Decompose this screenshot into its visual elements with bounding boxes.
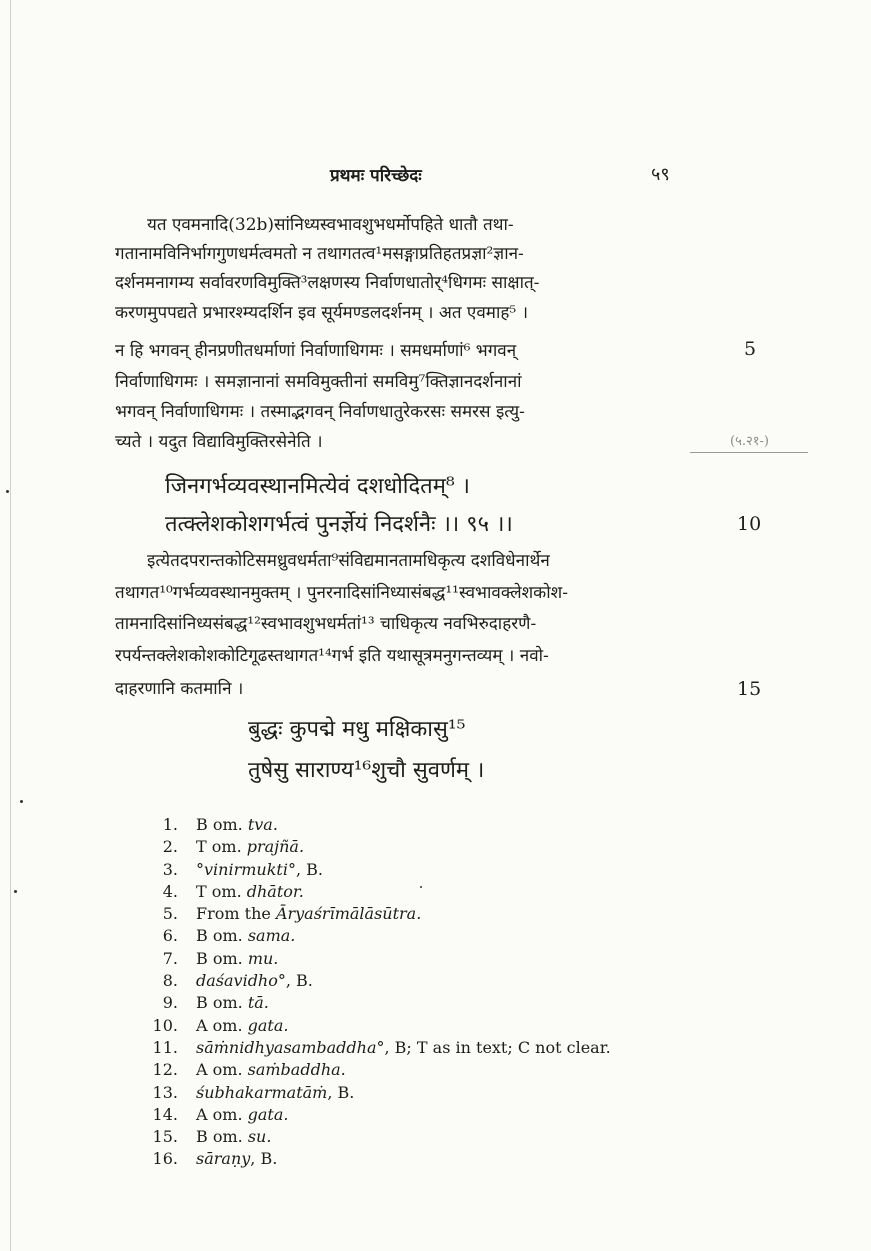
footnote: 7. B om. mu. <box>162 948 279 968</box>
verse-line: तुषेसु साराण्य¹⁶शुचौ सुवर्णम् । <box>248 758 485 783</box>
commentary-line: दाहरणानि कतमानि । <box>115 679 244 699</box>
commentary-line: इत्येतदपरान्तकोटिसमध्रुवधर्मता⁹संविद्यमानतामधिकृत्य दशविधेनार्थेन <box>147 551 550 571</box>
footnote: 6. B om. sama. <box>162 926 296 946</box>
footnote: 9. B om. tā. <box>162 993 269 1013</box>
line-number: 15 <box>737 678 762 700</box>
scan-speck <box>14 890 17 893</box>
footnotes <box>140 815 611 1172</box>
binding-edge <box>10 0 11 1251</box>
body-line: करणमुपपद्यते प्रभारश्म्यदर्शिन इव सूर्यमण्डलदर्शनम् । अत एवमाह⁵ । <box>115 303 529 323</box>
commentary-line: तामनादिसांनिध्यसंबद्ध¹²स्वभावशुभधर्मतां¹³ चाधिकृत्य नवभिरुदाहरणै- <box>115 614 537 634</box>
footnote: 14. A om. gata. <box>152 1104 289 1124</box>
footnote: 5. From the Āryaśrīmālāsūtra. <box>162 904 422 924</box>
scan-speck <box>420 886 422 888</box>
body-line: भगवन् निर्वाणाधिगमः । तस्माद्भगवन् निर्वाणधातुरेकरसः समरस इत्यु- <box>115 402 525 422</box>
margin-annotation: (५.२१-) <box>730 434 769 449</box>
footnote: 13. śubhakarmatāṁ, B. <box>152 1082 355 1102</box>
footnote: 4. T om. dhātor. <box>162 881 304 901</box>
footnote: 16. sāraṇy, B. <box>152 1149 278 1169</box>
body-line: निर्वाणाधिगमः । समज्ञानानां समविमुक्तीनां समविमु⁷क्तिज्ञानदर्शनानां <box>115 372 522 392</box>
footnote: 8. daśavidho°, B. <box>162 971 313 991</box>
commentary-line: रपर्यन्तक्लेशकोशकोटिगूढस्तथागत¹⁴गर्भ इति यथासूत्रमनुगन्तव्यम् । नवो- <box>115 646 549 666</box>
body-line: च्यते । यदुत विद्याविमुक्तिरसेनेति । <box>115 432 323 452</box>
footnote: 3. °vinirmukti°, B. <box>162 859 323 879</box>
footnote: 10. A om. gata. <box>152 1015 289 1035</box>
body-line: न हि भगवन् हीनप्रणीतधर्माणां निर्वाणाधिगमः । समधर्माणां⁶ भगवन् <box>115 341 517 361</box>
page-number: ५९ <box>651 164 670 185</box>
footnote: 11. sāṁnidhyasambaddha°, B; T as in text; C not clear. <box>152 1037 611 1057</box>
line-number: 5 <box>744 338 757 360</box>
verse-line: जिनगर्भव्यवस्थानमित्येवं दशधोदितम्⁸ । <box>165 474 471 499</box>
verse-line: बुद्धः कुपद्मे मधु मक्षिकासु¹⁵ <box>248 717 466 742</box>
footnote: 12. A om. saṁbaddha. <box>152 1060 346 1080</box>
scan-speck <box>20 800 23 803</box>
footnote: 2. T om. prajñā. <box>162 837 305 857</box>
body-line: यत एवमनादि(32b)सांनिध्यस्वभावशुभधर्मोपहिते धातौ तथा- <box>147 215 514 235</box>
body-line: दर्शनमनागम्य सर्वावरणविमुक्ति³लक्षणस्य निर्वाणधातोर्⁴धिगमः साक्षात्- <box>115 273 540 293</box>
verse-line: तत्क्लेशकोशगर्भत्वं पुनर्ज्ञेयं निदर्शनैः ।। ९५ ।। <box>165 512 513 537</box>
footnote: 15. B om. su. <box>152 1127 272 1147</box>
footnote: 1. B om. tva. <box>162 815 278 834</box>
scan-speck <box>6 490 9 493</box>
margin-rule <box>690 452 808 453</box>
chapter-header: प्रथमः परिच्छेदः <box>330 166 422 186</box>
body-line: गतानामविनिर्भागगुणधर्मत्वमतो न तथागतत्व¹मसङ्गाप्रतिहतप्रज्ञा²ज्ञान- <box>115 244 524 264</box>
line-number: 10 <box>737 513 762 535</box>
commentary-line: तथागत¹⁰गर्भव्यवस्थानमुक्तम् । पुनरनादिसांनिध्यासंबद्ध¹¹स्वभावक्लेशकोश- <box>115 583 568 603</box>
